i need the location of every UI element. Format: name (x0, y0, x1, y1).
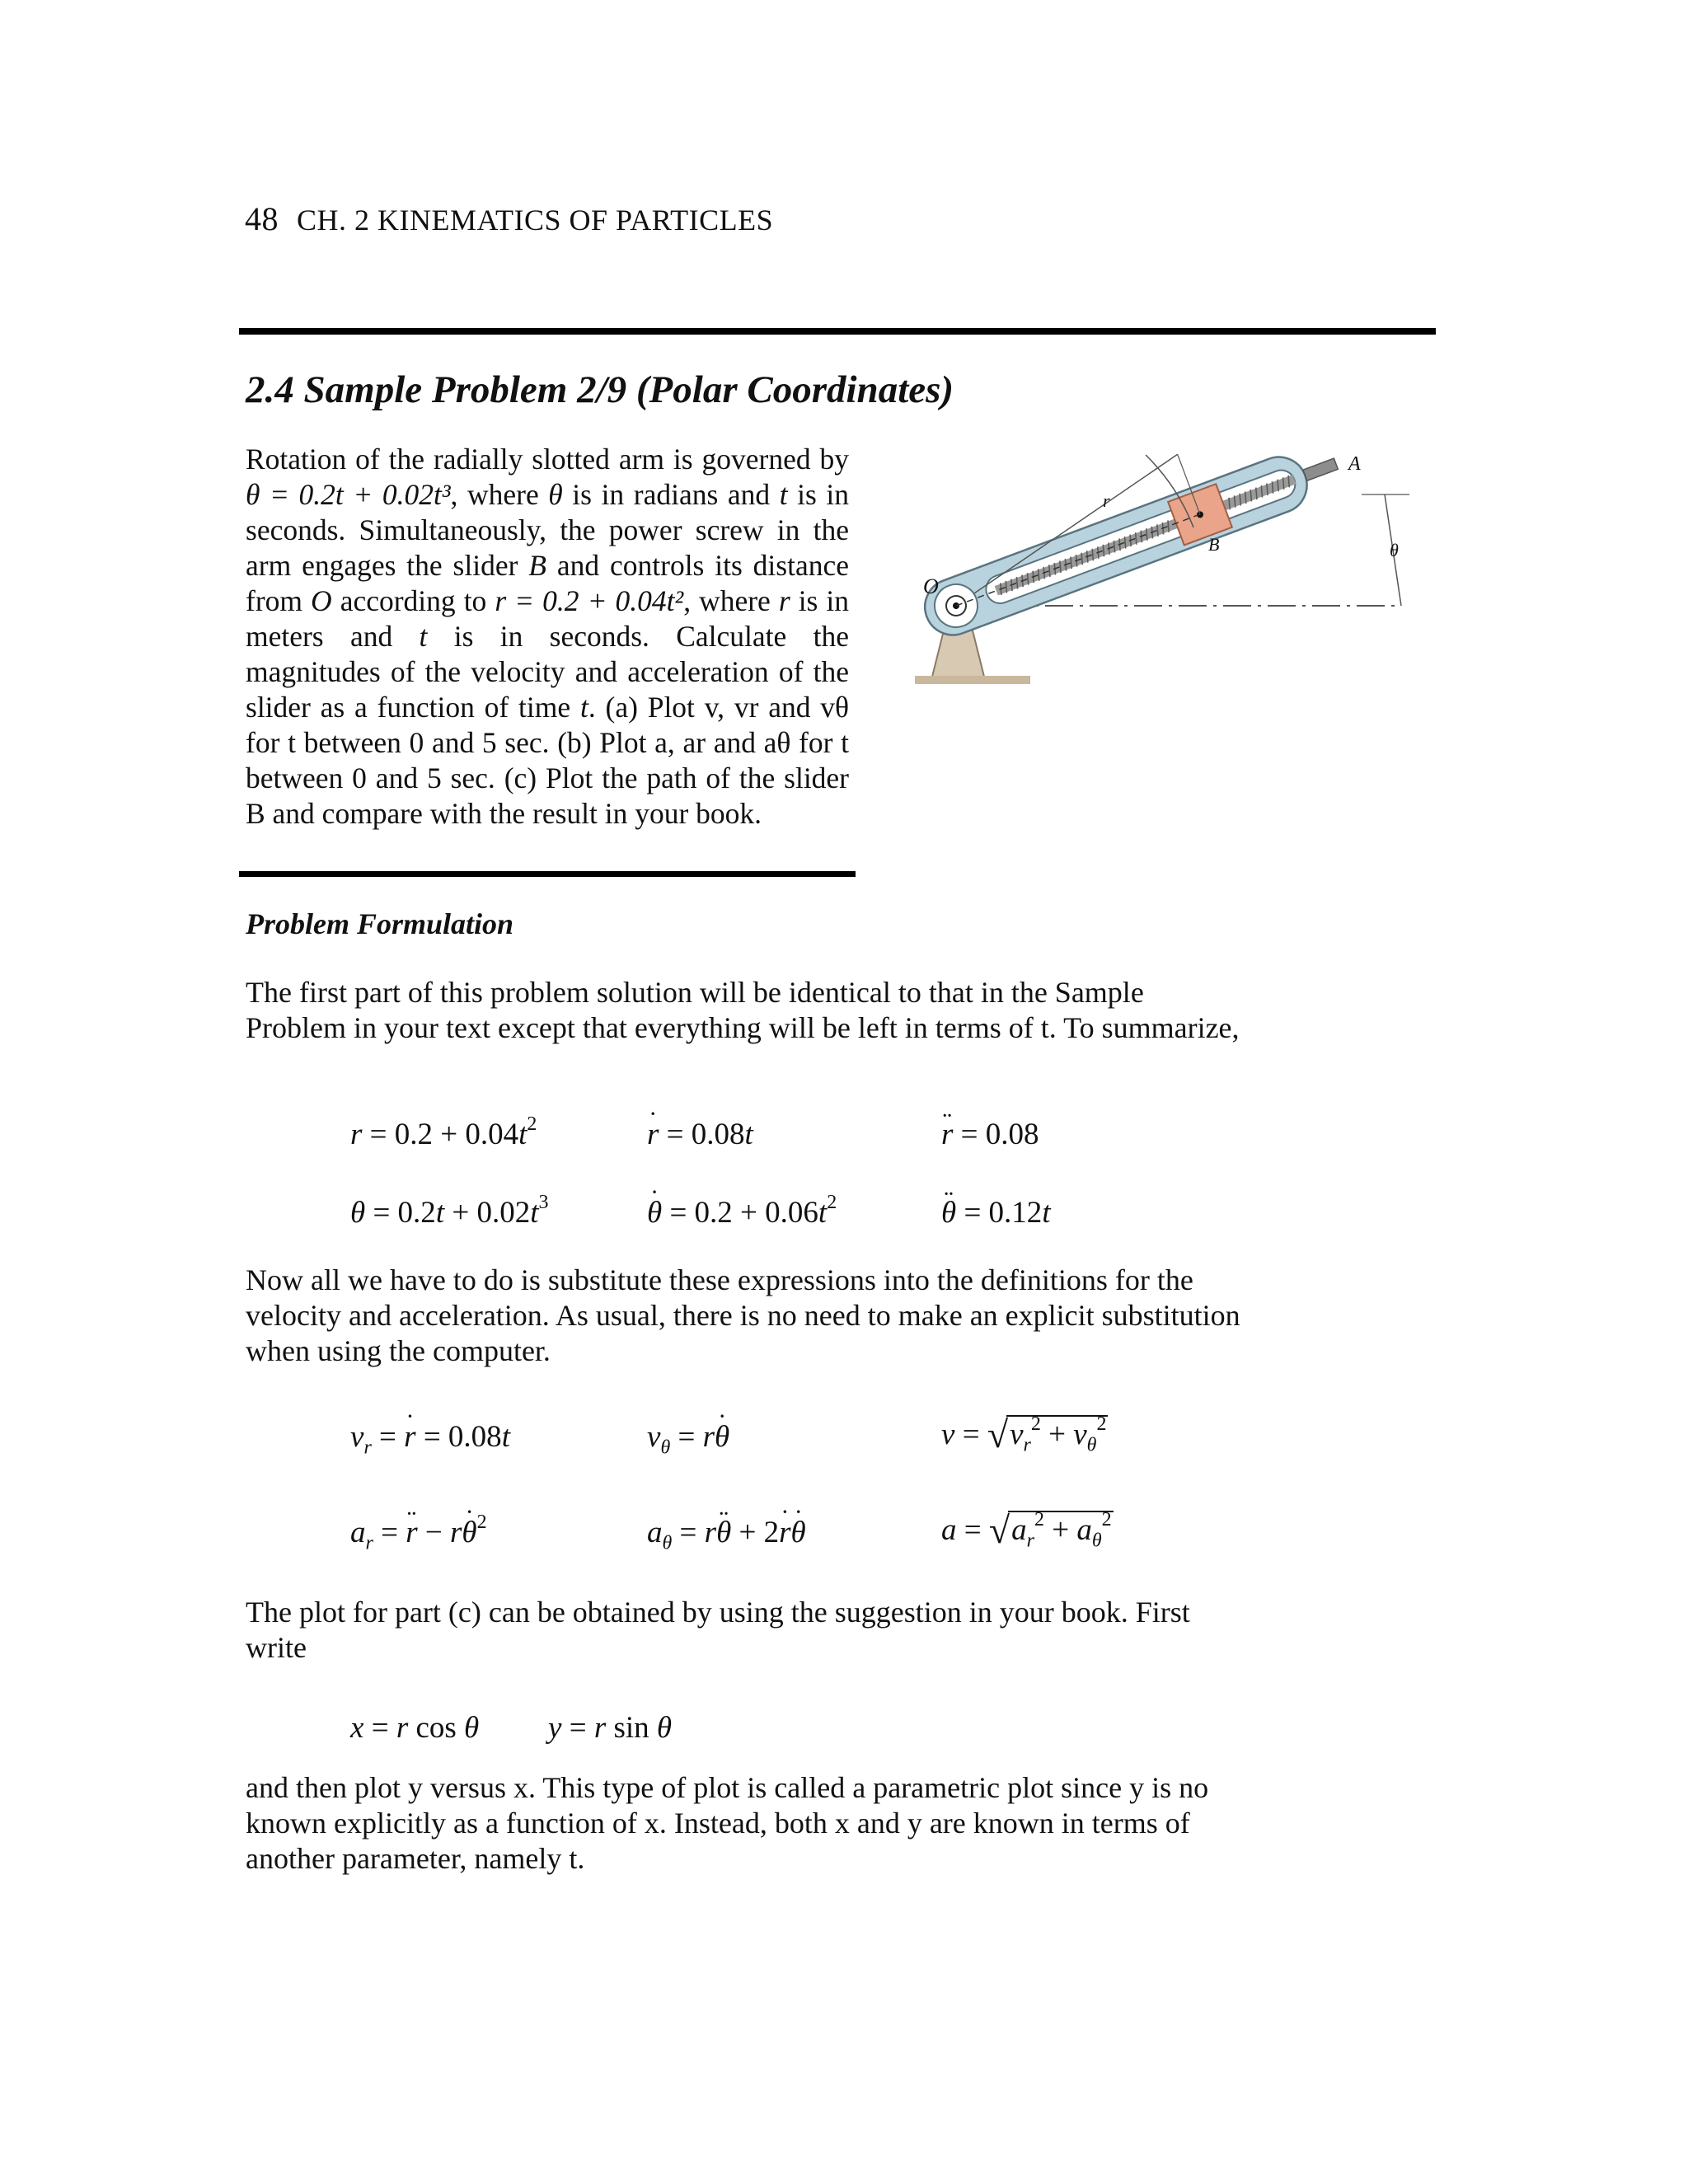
statement-text: , where (683, 584, 779, 617)
r-symbol: r (778, 584, 790, 617)
t-symbol: t (779, 478, 788, 511)
eq-x: x = r cos θ (350, 1711, 480, 1745)
label-o: O (923, 574, 939, 598)
statement-text: , where (450, 478, 549, 511)
eq-a: $a = √a_r^2 + a_\theta^2$ (941, 1509, 1112, 1552)
paragraph-2: Now all we have to do is substitute these expressions into the definitions for the velocity and acceleration. As usual, there is no need to make an explicit substitution when using the computer. (246, 1263, 1240, 1367)
eq-atheta: $a_\theta = r\theta$ ¨ + 2r ˙θ ˙ (647, 1515, 806, 1550)
r-equation: r = 0.2 + 0.04t² (495, 584, 684, 617)
eq-thetaddot: θ ¨ = 0.12t (941, 1195, 1051, 1230)
statement-text: is in seconds. Calculate the magnitudes of the velocity and acceleration of the slider as a function of time (246, 620, 849, 724)
section-title: 2.4 Sample Problem 2/9 (Polar Coordinates) (246, 368, 954, 411)
label-a: A (1348, 453, 1361, 475)
eq-vtheta: $v_\theta = r\theta$ ˙ (647, 1419, 729, 1455)
statement-text: and controls its distance from (246, 549, 849, 617)
label-r: r (1103, 490, 1110, 511)
paragraph-1: The first part of this problem solution will be identical to that in the Sample Problem in your text except that everything will be left in terms of t. To summarize, (246, 976, 1240, 1044)
paragraph-3: The plot for part (c) can be obtained by using the suggestion in your book. First write (246, 1596, 1190, 1664)
chapter-title: CH. 2 KINEMATICS OF PARTICLES (297, 204, 774, 237)
part-b: (b) Plot a, ar and aθ for t between 0 and 5 sec. (246, 726, 849, 794)
statement-text: is in radians and (562, 478, 780, 511)
eq-thetadot: θ ˙ = $0.2 + 0.06t^2$ (647, 1195, 837, 1230)
page-header (245, 199, 773, 238)
t-symbol: t (579, 691, 588, 724)
shaft-end (1303, 458, 1338, 480)
statement-text: . (588, 691, 596, 724)
pivot-base (931, 630, 985, 680)
eq-r: $r = 0.2 + 0.04t^2$ (350, 1113, 537, 1151)
label-theta: θ (1390, 540, 1399, 560)
statement-text: is in seconds. Simultaneously, the power screw in the arm engages the slider (246, 478, 850, 582)
theta-equation: θ = 0.2t + 0.02t³ (246, 478, 451, 511)
problem-statement (246, 442, 849, 832)
slotted-arm-figure (907, 429, 1418, 684)
radial-dashed-line (956, 514, 1200, 606)
paragraph-4: and then plot y versus x. This type of plot is called a parametric plot since y is no known explicitly as a function of x. Instead, both x and y are known in terms of another parameter, namely t. (246, 1771, 1209, 1875)
eq-rdot: r ˙ = 0.08t (647, 1117, 753, 1152)
eq-rddot: r ¨ = 0.08 (941, 1117, 1039, 1152)
statement-text: is in meters and (246, 584, 850, 653)
part-a: (a) Plot v, vr and vθ for t between 0 and 5 sec. (246, 691, 850, 759)
eq-vr: $v_r = r$ ˙ = 0.08t (350, 1419, 510, 1455)
part-c: (c) Plot the path of the slider B and compare with the result in your book. (246, 762, 850, 830)
eq-theta: $\theta = 0.2t + 0.02t^3$ (350, 1192, 549, 1230)
t-symbol: t (419, 620, 428, 653)
arm (907, 429, 1346, 643)
ground (915, 676, 1030, 684)
eq-ar: $a_r = r$ ¨ − rθ ˙$^2$ (350, 1515, 487, 1550)
top-rule (239, 328, 1436, 335)
eq-y: y = r sin θ (548, 1711, 673, 1745)
theta-symbol: θ (548, 478, 563, 511)
o-symbol: O (311, 584, 332, 617)
page-number: 48 (245, 200, 279, 237)
statement-text: according to (331, 584, 495, 617)
subheading: Problem Formulation (246, 907, 514, 940)
statement-rule (239, 871, 856, 877)
statement-text: Rotation of the radially slotted arm is governed by (246, 443, 849, 476)
label-b: B (1208, 534, 1220, 555)
b-symbol: B (528, 549, 546, 582)
eq-v: $v = √v_r^2 + v_\theta^2$ (941, 1413, 1107, 1456)
